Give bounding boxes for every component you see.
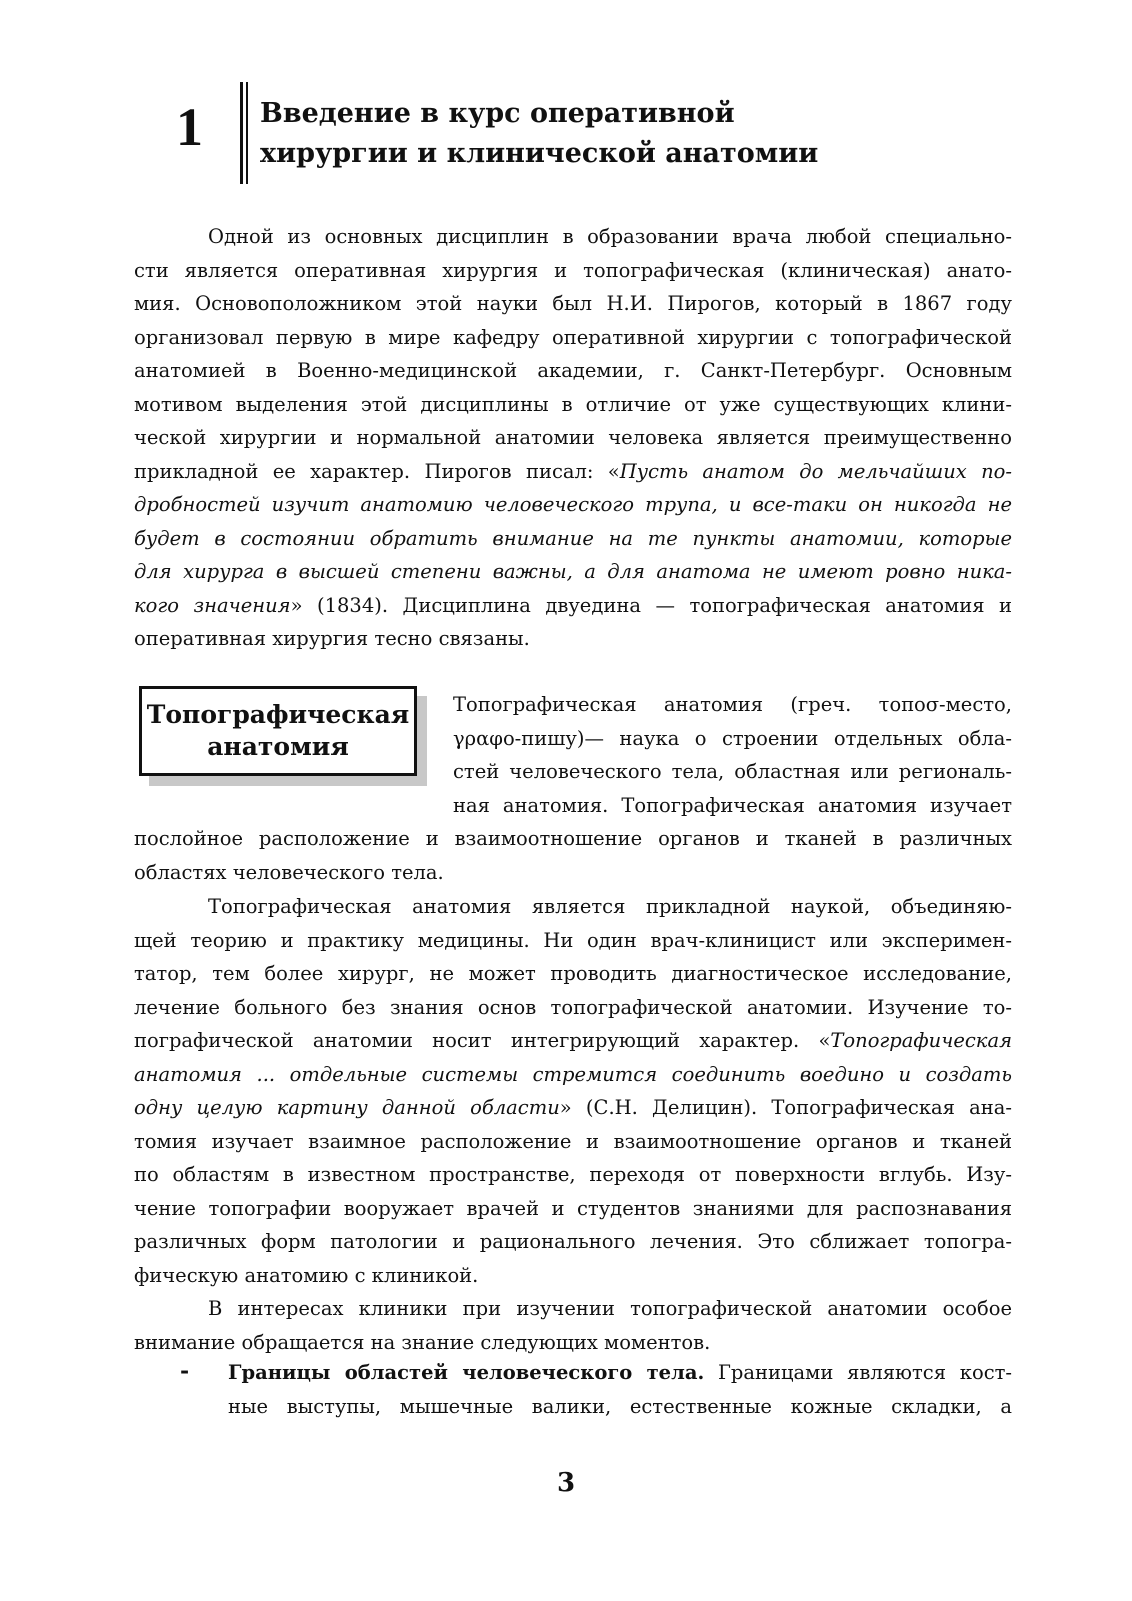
- bullet-item: [228, 1356, 1012, 1424]
- text-line: томия изучает взаимное расположение и взаимоотношение органов и тканей: [134, 1129, 1012, 1153]
- quote-line: будет в состоянии обратить внимание на те пункты анатомии, которые: [134, 526, 1012, 550]
- text-line: щей теорию и практику медицины. Ни один врач-клиницист или эксперимен-: [134, 928, 1012, 952]
- chapter-title-line: Введение в курс оперативной: [260, 98, 735, 129]
- text-line: ные выступы, мышечные валики, естественные кожные складки, а: [228, 1395, 1012, 1418]
- paragraph-2: [134, 890, 1012, 1292]
- text-line: В интересах клиники при изучении топографической анатомии особое: [208, 1297, 1012, 1320]
- text-line: γραφο-пишу)— наука о строении отдельных обла-: [453, 726, 1012, 750]
- text-line: послойное расположение и взаимоотношение органов и тканей в различных: [134, 827, 1012, 850]
- text-line: фическую анатомию с клиникой.: [134, 1263, 479, 1287]
- text-line: по областям в известном пространстве, переходя от поверхности вглубь. Изу-: [134, 1163, 1012, 1186]
- text-line: [134, 1024, 1012, 1058]
- page-number: 3: [556, 1468, 576, 1498]
- chapter-divider: [246, 82, 248, 184]
- text-line: сти является оперативная хирургия и топографическая (клиническая) анато-: [134, 258, 1012, 282]
- chapter-title-line: хирургии и клинической анатомии: [260, 138, 819, 169]
- quote-line: дробностей изучит анатомию человеческого трупа, и все-таки он никогда не: [134, 493, 1012, 516]
- text-line: внимание обращается на знание следующих моментов.: [134, 1330, 711, 1354]
- text-line: [134, 455, 1012, 489]
- section-heading-box: [139, 686, 417, 776]
- text-line: оперативная хирургия тесно связаны.: [134, 627, 530, 650]
- section-heading-line: анатомия: [207, 732, 349, 761]
- quote-text: кого значения: [134, 593, 291, 617]
- text-line: мия. Основоположником этой науки был Н.И. Пирогов, который в 1867 году: [134, 292, 1012, 315]
- bullet-heading: Границы областей человеческого тела.: [228, 1361, 705, 1384]
- quote-text: одну целую картину данной области: [134, 1096, 560, 1119]
- text-line: областях человеческого тела.: [134, 860, 444, 884]
- text-line: татор, тем более хирург, не может проводить диагностическое исследование,: [134, 962, 1012, 985]
- quote-text: Топографическая: [830, 1029, 1012, 1052]
- quote-line: для хирурга в высшей степени важны, а для анатома не имеют ровно ника-: [134, 560, 1012, 583]
- text-line: [134, 589, 1012, 623]
- paragraph-3: [134, 1292, 1012, 1359]
- intro-paragraph: [134, 220, 1012, 656]
- text-line: [228, 1356, 1012, 1390]
- text-line: Одной из основных дисциплин в образовании врача любой специально-: [208, 225, 1012, 248]
- text-line: чение топографии вооружает врачей и студентов знаниями для распознавания: [134, 1196, 1012, 1220]
- text-run: Границами являются кост-: [704, 1361, 1012, 1384]
- text-run: » (С.Н. Делицин). Топографическая ана-: [559, 1096, 1012, 1119]
- text-line: различных форм патологии и рационального лечения. Это сближает топогра-: [134, 1230, 1012, 1253]
- section-heading-line: Топографическая: [146, 700, 410, 729]
- text-line: Топографическая анатомия (греч. τοπoσ-место,: [453, 693, 1012, 716]
- chapter-number: 1: [176, 97, 203, 157]
- text-line: стей человеческого тела, областная или региональ-: [453, 760, 1012, 783]
- text-line: анатомией в Военно-медицинской академии, г. Санкт-Петербург. Основным: [134, 359, 1012, 382]
- quote-line: анатомия ... отдельные системы стремится соединить воедино и создать: [134, 1062, 1012, 1086]
- text-line: [134, 1091, 1012, 1125]
- text-run: пографической анатомии носит интегрирующий характер. «: [134, 1029, 831, 1052]
- text-line: ческой хирургии и нормальной анатомии человека является преимущественно: [134, 426, 1012, 449]
- text-run: прикладной ее характер. Пирогов писал: «: [134, 459, 620, 483]
- bullet-mark: -: [180, 1358, 190, 1384]
- text-line: лечение больного без знания основ топографической анатомии. Изучение то-: [134, 995, 1012, 1019]
- quote-text: Пусть анатом до мельчайших по-: [619, 459, 1012, 483]
- chapter-title: [260, 94, 818, 174]
- text-line: Топографическая анатомия является прикладной наукой, объединяю-: [208, 895, 1012, 918]
- chapter-divider: [240, 82, 243, 184]
- topo-wrap-text: [453, 688, 1012, 822]
- text-line: мотивом выделения этой дисциплины в отличие от уже существующих клини-: [134, 392, 1012, 416]
- text-line: ная анатомия. Топографическая анатомия изучает: [453, 793, 1012, 817]
- text-line: организовал первую в мире кафедру оперативной хирургии с топографической: [134, 325, 1012, 349]
- text-run: » (1834). Дисциплина двуедина — топографическая анатомия и: [290, 593, 1012, 617]
- topo-paragraph-rest: [134, 822, 1012, 889]
